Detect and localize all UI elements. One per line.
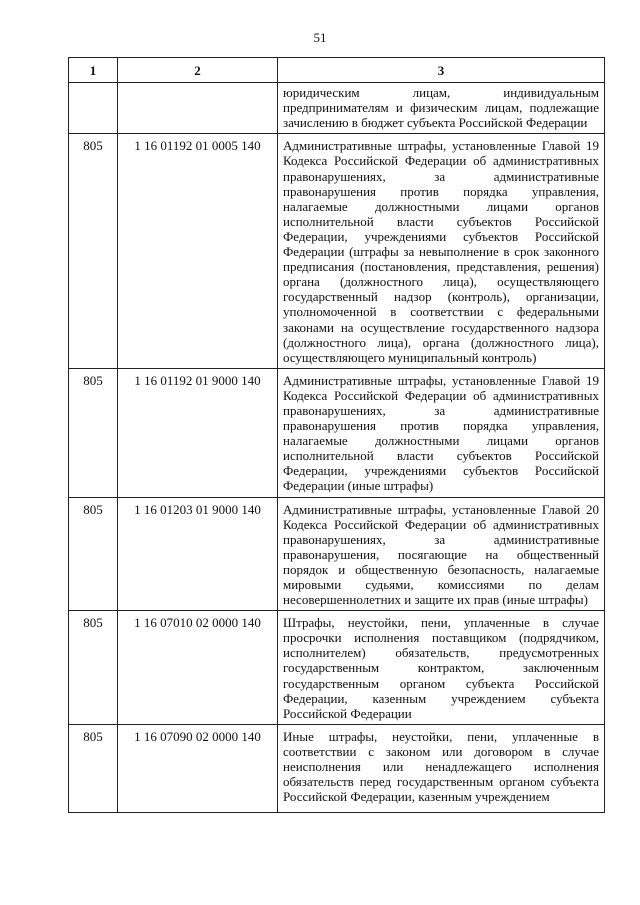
revenue-description: Административные штрафы, установленные Главой 19 Кодекса Российской Федерации об административных правонарушениях, за административные правонарушения против порядка управления, налагаемые должностными лицами органов исполнительной власти субъектов Российской Федерации, учреждениями субъектов Российской Федерации (иные штрафы) <box>278 368 605 497</box>
table-header-row <box>69 58 605 83</box>
budget-classification-code: 1 16 01203 01 9000 140 <box>118 497 278 611</box>
column-header-3: 3 <box>278 58 605 83</box>
administrator-code: 805 <box>69 497 118 611</box>
table-row <box>69 497 605 611</box>
page-number: 51 <box>313 30 327 45</box>
budget-classification-code: 1 16 07010 02 0000 140 <box>118 611 278 725</box>
table-row <box>69 611 605 725</box>
column-header-2: 2 <box>118 58 278 83</box>
table-row <box>69 83 605 134</box>
revenue-description: Штрафы, неустойки, пени, уплаченные в случае просрочки исполнения поставщиком (подрядчиком, исполнителем) обязательств, предусмотренных государственным контрактом, заключенным государственным органом субъекта Российской Федерации, казенным учреждением субъекта Российской Федерации <box>278 611 605 725</box>
table-row <box>69 724 605 812</box>
table-row <box>69 368 605 497</box>
administrator-code: 805 <box>69 368 118 497</box>
revenue-description: Иные штрафы, неустойки, пени, уплаченные в соответствии с законом или договором в случае неисполнения или ненадлежащего исполнения обязательств перед государственным органом субъекта Российской Федерации, казенным учреждением <box>278 724 605 812</box>
table-row <box>69 134 605 368</box>
administrator-code: 805 <box>69 134 118 368</box>
budget-classification-code: 1 16 01192 01 9000 140 <box>118 368 278 497</box>
budget-classification-code: 1 16 07090 02 0000 140 <box>118 724 278 812</box>
revenue-description: Административные штрафы, установленные Главой 19 Кодекса Российской Федерации об административных правонарушениях, за административные правонарушения против порядка управления, налагаемые должностными лицами органов исполнительной власти субъектов Российской Федерации, учреждениями субъектов Российской Федерации (штрафы за невыполнение в срок законного предписания (постановления, представления, решения) органа (должностного лица), осуществляющего государственный надзор (контроль), организации, уполномоченной в соответствии с федеральными законами на осуществление государственного надзора (должностного лица), органа (должностного лица), осуществляющего муниципальный контроль) <box>278 134 605 368</box>
revenue-description: Административные штрафы, установленные Главой 20 Кодекса Российской Федерации об административных правонарушениях, за административные правонарушения, посягающие на общественный порядок и общественную безопасность, налагаемые мировыми судьями, комиссиями по делам несовершеннолетних и защите их прав (иные штрафы) <box>278 497 605 611</box>
budget-classification-code <box>118 83 278 134</box>
revenue-codes-table <box>68 57 605 813</box>
column-header-1: 1 <box>69 58 118 83</box>
administrator-code: 805 <box>69 611 118 725</box>
administrator-code <box>69 83 118 134</box>
administrator-code: 805 <box>69 724 118 812</box>
budget-classification-code: 1 16 01192 01 0005 140 <box>118 134 278 368</box>
revenue-description: юридическим лицам, индивидуальным предпринимателям и физическим лицам, подлежащие зачислению в бюджет субъекта Российской Федерации <box>278 83 605 134</box>
